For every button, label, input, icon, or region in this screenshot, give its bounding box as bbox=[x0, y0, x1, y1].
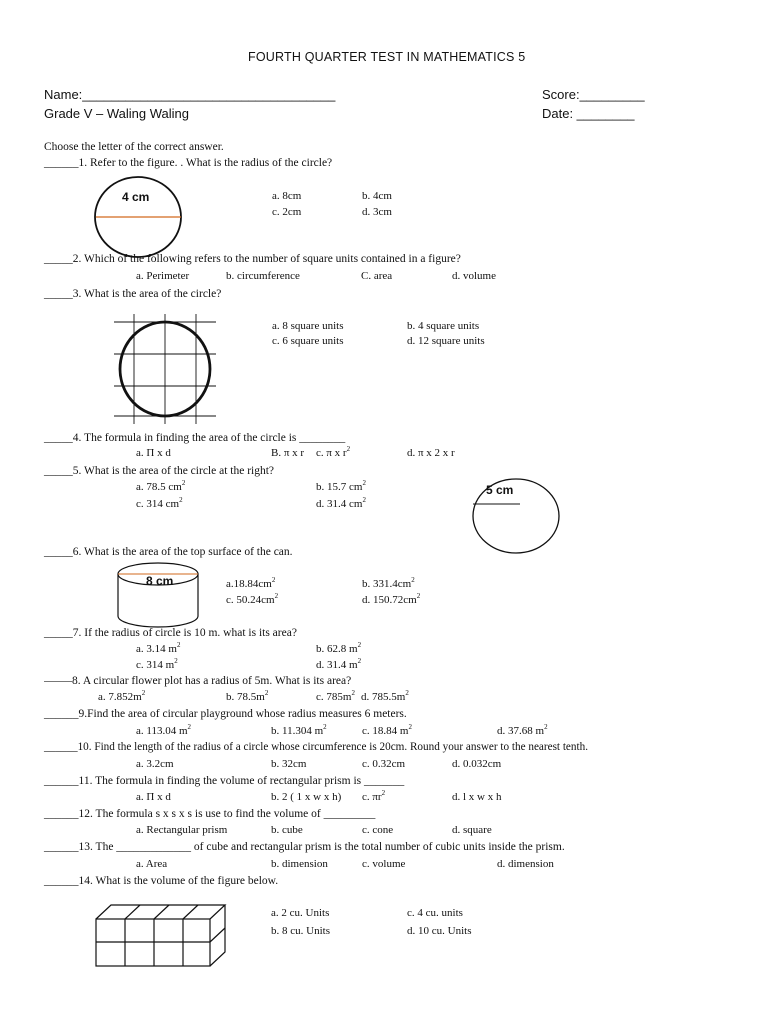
q6-choice-d: d. $150.72cm^2$ bbox=[362, 592, 421, 606]
q5-choice-d: d. 31.4 $cm^2$ bbox=[316, 496, 366, 510]
q14-choice-b: b. 8 cu. Units bbox=[271, 925, 330, 937]
circle-radius-label: 5 cm bbox=[486, 483, 514, 497]
q8-choice-d: d. $785.5m^2$ bbox=[361, 689, 409, 703]
q7-choice-a: a. 3.14 $m^2$ bbox=[136, 641, 181, 655]
q12-choice-b: b. cube bbox=[271, 824, 303, 836]
circle-diameter-label: 4 cm bbox=[122, 190, 150, 204]
q12-choice-c: c. cone bbox=[362, 824, 394, 836]
q9-choice-d: d. 37.68 $m^2$ bbox=[497, 723, 548, 737]
circle-diameter-figure bbox=[94, 176, 184, 258]
q4-choice-c: c. π x $r^2$ bbox=[316, 445, 351, 459]
q9-choice-a: a. 113.04 $m^2$ bbox=[136, 723, 192, 737]
q10-choice-b: b. 32cm bbox=[271, 758, 307, 770]
q4-choice-a: a. Π x d bbox=[136, 447, 171, 459]
q10-choice-d: d. 0.032cm bbox=[452, 758, 502, 770]
q12-choice-a: a. Rectangular prism bbox=[136, 824, 228, 836]
q2-choice-b: b. circumference bbox=[226, 270, 300, 282]
question-4: _____4. The formula in finding the area of the circle is ________ bbox=[44, 432, 346, 444]
q2-choice-d: d. volume bbox=[452, 270, 496, 282]
q7-choice-d: d. 31.4 $m^2$ bbox=[316, 657, 362, 671]
question-3: _____3. What is the area of the circle? bbox=[44, 288, 222, 300]
q7-choice-c: c. 314 $m^2$ bbox=[136, 657, 178, 671]
page-title: FOURTH QUARTER TEST IN MATHEMATICS 5 bbox=[248, 50, 526, 64]
q5-choice-b: b. 15.7 $cm^2$ bbox=[316, 479, 366, 493]
q11-choice-c: c. $\pi r^2$ bbox=[362, 789, 386, 803]
q3-choice-b: b. 4 square units bbox=[407, 320, 480, 332]
q4-choice-d: d. π x 2 x r bbox=[407, 447, 455, 459]
q14-choice-d: d. 10 cu. Units bbox=[407, 925, 472, 937]
q3-choice-d: d. 12 square units bbox=[407, 335, 485, 347]
question-2: _____2. Which of the following refers to the number of square units contained in a figure? bbox=[44, 253, 461, 265]
question-9: ______9.Find the area of circular playground whose radius measures 6 meters. bbox=[44, 708, 407, 720]
question-10: ______10. Find the length of the radius of a circle whose circumference is 20cm. Round your answer to the nearest tenth. bbox=[44, 741, 588, 753]
q11-choice-d: d. l x w x h bbox=[452, 791, 502, 803]
name-field-label: Name:___________________________________ bbox=[44, 87, 336, 102]
q2-choice-c: C. area bbox=[361, 270, 393, 282]
question-7: _____7. If the radius of circle is 10 m. what is its area? bbox=[44, 627, 297, 639]
question-13: ______13. The _____________ of cube and rectangular prism is the total number of cubic units inside the prism. bbox=[44, 841, 565, 853]
q1-choice-c: c. 2cm bbox=[272, 206, 302, 218]
q5-choice-a: a. 78.5 $cm^2$ bbox=[136, 479, 186, 493]
q1-choice-a: a. 8cm bbox=[272, 190, 302, 202]
q5-choice-c: c. 314 $cm^2$ bbox=[136, 496, 183, 510]
cylinder-can-figure bbox=[117, 562, 201, 628]
q2-choice-a: a. Perimeter bbox=[136, 270, 190, 282]
q14-choice-c: c. 4 cu. units bbox=[407, 907, 463, 919]
score-field-label: Score:_________ bbox=[542, 87, 645, 102]
question-6: _____6. What is the area of the top surface of the can. bbox=[44, 546, 293, 558]
q6-choice-c: c. $50.24cm^2$ bbox=[226, 592, 279, 606]
question-11: ______11. The formula in finding the volume of rectangular prism is _______ bbox=[44, 775, 405, 787]
q10-choice-a: a. 3.2cm bbox=[136, 758, 174, 770]
q12-choice-d: d. square bbox=[452, 824, 492, 836]
q13-choice-b: b. dimension bbox=[271, 858, 328, 870]
instructions: Choose the letter of the correct answer. bbox=[44, 141, 224, 153]
q10-choice-c: c. 0.32cm bbox=[362, 758, 406, 770]
question-8: 8. A circular flower plot has a radius of 5m. What is its area? bbox=[72, 675, 352, 687]
q8-choice-b: b. $78.5m^2$ bbox=[226, 689, 269, 703]
q1-choice-b: b. 4cm bbox=[362, 190, 392, 202]
q1-choice-d: d. 3cm bbox=[362, 206, 392, 218]
q13-choice-d: d. dimension bbox=[497, 858, 554, 870]
q6-choice-a: $a.18.84cm^2$ bbox=[226, 576, 276, 590]
q4-choice-b: B. π x r bbox=[271, 447, 305, 459]
q3-choice-a: a. 8 square units bbox=[272, 320, 344, 332]
q6-choice-b: b. $331.4cm^2$ bbox=[362, 576, 415, 590]
question-14: ______14. What is the volume of the figure below. bbox=[44, 875, 279, 887]
q13-choice-a: a. Area bbox=[136, 858, 168, 870]
q7-choice-b: b. 62.8 $m^2$ bbox=[316, 641, 362, 655]
question-1: ______1. Refer to the figure. . What is the radius of the circle? bbox=[44, 157, 333, 169]
question-5: _____5. What is the area of the circle at the right? bbox=[44, 465, 275, 477]
circle-on-grid-figure bbox=[112, 312, 220, 426]
q8-choice-c: c. $785m^2$ bbox=[316, 689, 355, 703]
grade-section-label: Grade V – Waling Waling bbox=[44, 106, 189, 121]
cylinder-label: 8 cm bbox=[146, 574, 174, 588]
q11-choice-b: b. 2 ( 1 x w x h) bbox=[271, 791, 342, 803]
q8-answer-line bbox=[44, 681, 72, 682]
q8-choice-a: a. $7.852m^2$ bbox=[98, 689, 146, 703]
q9-choice-c: c. 18.84 $m^2$ bbox=[362, 723, 412, 737]
rectangular-prism-figure bbox=[95, 904, 227, 968]
q9-choice-b: b. 11.304 $m^2$ bbox=[271, 723, 327, 737]
date-field-label: Date: ________ bbox=[542, 106, 635, 121]
q13-choice-c: c. volume bbox=[362, 858, 406, 870]
q14-choice-a: a. 2 cu. Units bbox=[271, 907, 330, 919]
q3-choice-c: c. 6 square units bbox=[272, 335, 344, 347]
question-12: ______12. The formula s x s x s is use to find the volume of _________ bbox=[44, 808, 376, 820]
q11-choice-a: a. Π x d bbox=[136, 791, 171, 803]
